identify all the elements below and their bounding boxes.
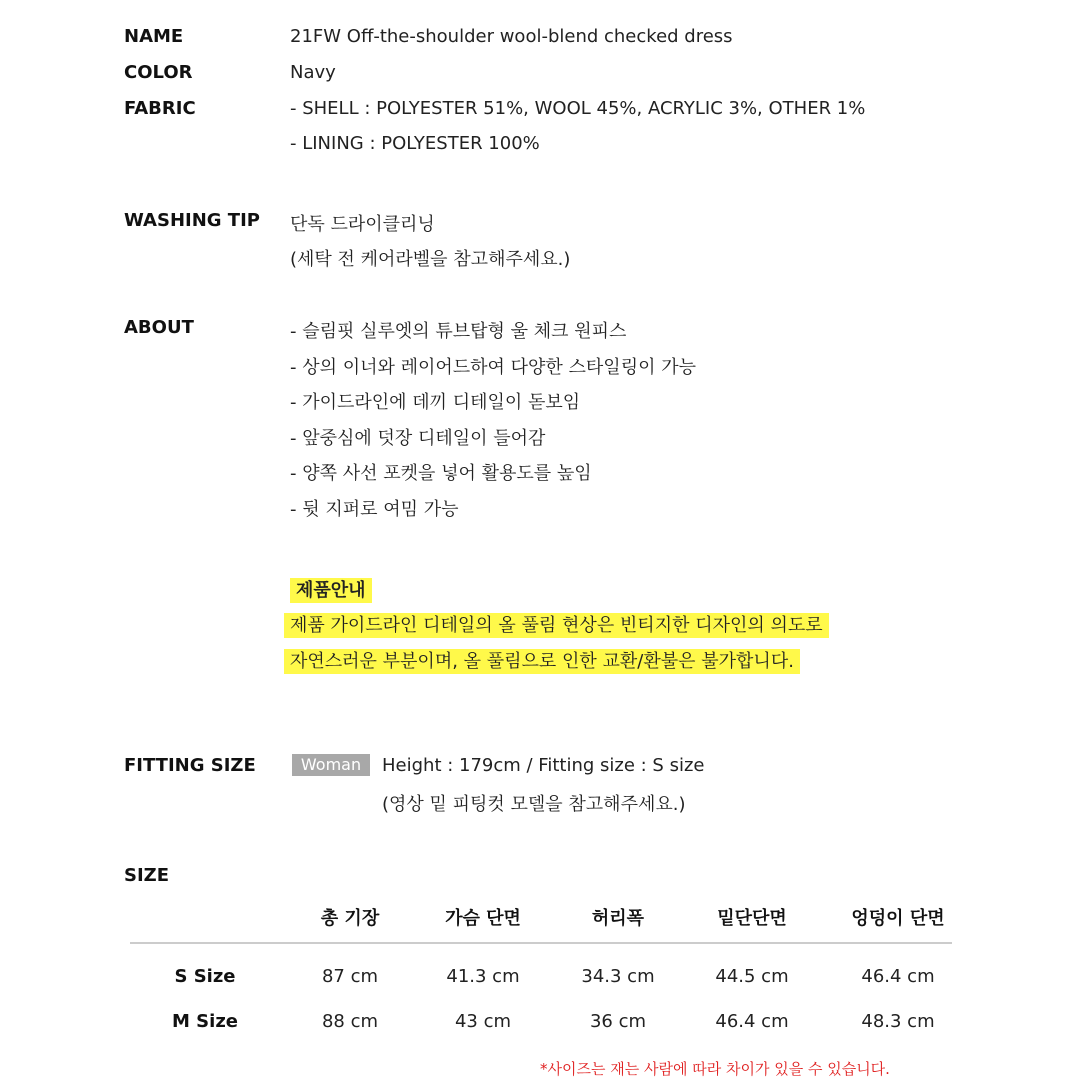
about-line: - 뒷 지퍼로 여밈 가능 [290, 499, 459, 520]
fabric-line: - SHELL : POLYESTER 51%, WOOL 45%, ACRYLIC 3%, OTHER 1% [290, 98, 866, 119]
size-header: 밑단단면 [717, 908, 787, 929]
notice-title [290, 576, 372, 602]
about-line: - 양쪽 사선 포켓을 넣어 활용도를 높임 [290, 463, 592, 484]
about-line: - 슬림핏 실루엣의 튜브탑형 울 체크 원피스 [290, 321, 627, 342]
size-row-label: S Size [174, 966, 236, 987]
name-value: 21FW Off-the-shoulder wool-blend checked dress [290, 26, 733, 47]
notice-line-text: 제품 가이드라인 디테일의 올 풀림 현상은 빈티지한 디자인의 의도로 [284, 613, 829, 638]
size-cell: 48.3 cm [861, 1011, 935, 1032]
size-cell: 41.3 cm [446, 966, 520, 987]
washing-label: WASHING TIP [124, 210, 260, 231]
size-cell: 43 cm [454, 1011, 512, 1032]
washing-line: (세탁 전 케어라벨을 참고해주세요.) [290, 249, 571, 270]
table-divider [130, 942, 952, 944]
size-label: SIZE [124, 865, 170, 886]
size-cell: 46.4 cm [861, 966, 935, 987]
name-label: NAME [124, 26, 184, 47]
size-note: *사이즈는 재는 사람에 따라 차이가 있을 수 있습니다. [540, 1060, 890, 1078]
woman-badge: Woman [292, 754, 370, 776]
notice-title-text: 제품안내 [290, 578, 372, 603]
size-cell: 44.5 cm [715, 966, 789, 987]
size-cell: 34.3 cm [581, 966, 655, 987]
about-line: - 가이드라인에 데끼 디테일이 돋보임 [290, 392, 581, 413]
fitting-line: Height : 179cm / Fitting size : S size [382, 755, 705, 776]
size-cell: 87 cm [321, 966, 379, 987]
notice-line [284, 611, 829, 637]
about-label: ABOUT [124, 317, 194, 338]
size-header: 가슴 단면 [445, 908, 521, 929]
size-cell: 36 cm [589, 1011, 647, 1032]
size-header: 허리폭 [591, 908, 645, 929]
fitting-note: (영상 밑 피팅컷 모델을 참고해주세요.) [382, 794, 686, 815]
notice-line-text: 자연스러운 부분이며, 올 풀림으로 인한 교환/환불은 불가합니다. [284, 649, 800, 674]
size-header: 총 기장 [320, 908, 380, 929]
size-header: 엉덩이 단면 [851, 908, 945, 929]
fabric-line: - LINING : POLYESTER 100% [290, 133, 540, 154]
notice-line [284, 647, 800, 673]
color-value: Navy [290, 62, 336, 83]
fitting-label: FITTING SIZE [124, 755, 256, 776]
about-line: - 상의 이너와 레이어드하여 다양한 스타일링이 가능 [290, 357, 696, 378]
size-cell: 88 cm [321, 1011, 379, 1032]
size-cell: 46.4 cm [715, 1011, 789, 1032]
color-label: COLOR [124, 62, 193, 83]
fabric-label: FABRIC [124, 98, 196, 119]
size-row-label: M Size [172, 1011, 238, 1032]
washing-line: 단독 드라이클리닝 [290, 214, 435, 235]
about-line: - 앞중심에 덧장 디테일이 들어감 [290, 428, 546, 449]
